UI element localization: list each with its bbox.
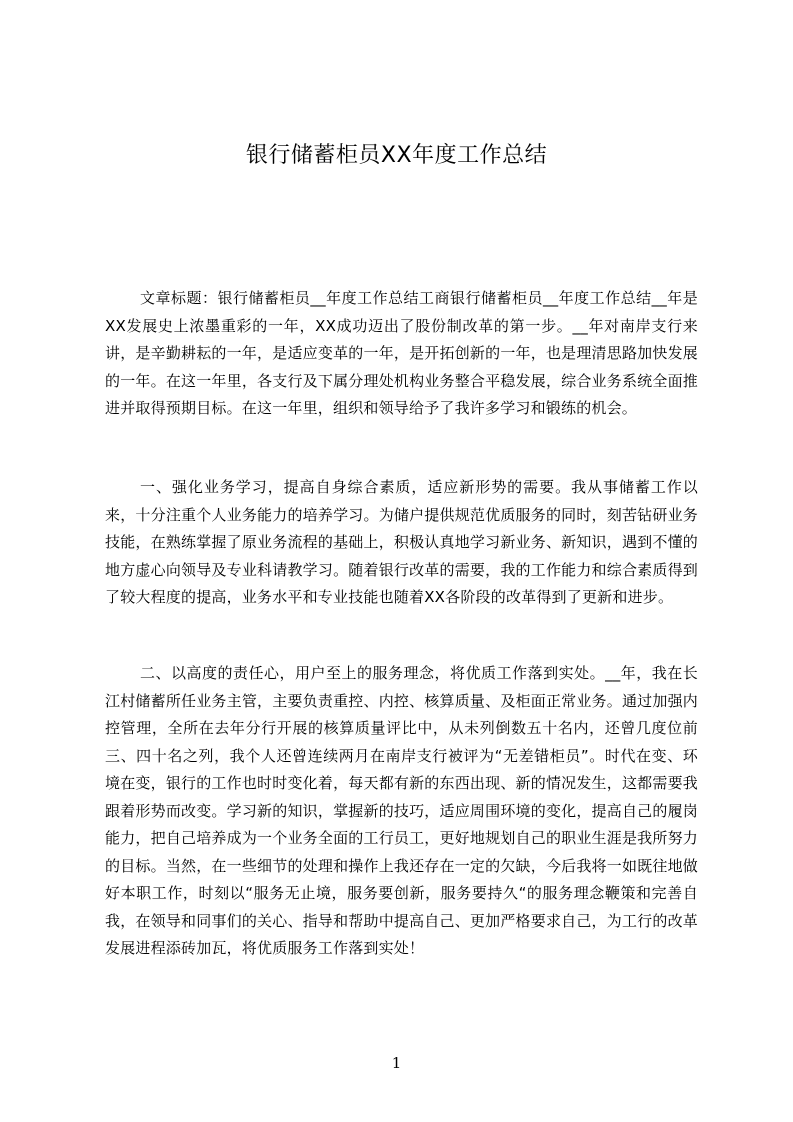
page-number: 1 — [391, 1054, 402, 1072]
document-title: 银行储蓄柜员XX年度工作总结 — [245, 143, 548, 168]
paragraph-intro: 文章标题：银行储蓄柜员__年度工作总结工商银行储蓄柜员__年度工作总结__年是XX发展史上浓墨重彩的一年，XX成功迈出了股份制改革的第一步。__年对南岸支行来讲，是辛勤耕耘的一年，是适应变革的一年，是开拓创新的一年，也是理清思路加快发展的一年。在这一年里，各支行及下属分理处机构业务整合平稳发展，综合业务系统全面推进并取得预期目标。在这一年里，组织和领导给予了我许多学习和锻练的机会。 — [105, 289, 698, 417]
paragraph-section-two: 二、以高度的责任心，用户至上的服务理念，将优质工作落到实处。__年，我在长江村储蓄所任业务主管，主要负责重控、内控、核算质量、及柜面正常业务。通过加强内控管理，全所在去年分行开展的核算质量评比中，从未列倒数五十名内，还曾几度位前三、四十名之列，我个人还曾连续两月在南岸支行被评为“无差错柜员”。时代在变、环境在变，银行的工作也时时变化着，每天都有新的东西出现、新的情况发生，这都需要我跟着形势而改变。学习新的知识，掌握新的技巧，适应周围环境的变化，提高自己的履岗能力，把自己培养成为一个业务全面的工行员工，更好地规划自己的职业生涯是我所努力的目标。当然，在一些细节的处理和操作上我还存在一定的欠缺，今后我将一如既往地做好本职工作，时刻以“服务无止境，服务要创新，服务要持久“的服务理念鞭策和完善自我，在领导和同事们的关心、指导和帮助中提高自己、更加严格要求自己，为工行的改革发展进程添砖加瓦，将优质服务工作落到实处！ — [105, 664, 698, 957]
paragraph-section-one: 一、强化业务学习，提高自身综合素质，适应新形势的需要。我从事储蓄工作以来，十分注重个人业务能力的培养学习。为储户提供规范优质服务的同时，刻苦钻研业务技能，在熟练掌握了原业务流程的基础上，积极认真地学习新业务、新知识，遇到不懂的地方虚心向领导及专业科请教学习。随着银行改革的需要，我的工作能力和综合素质得到了较大程度的提高，业务水平和专业技能也随着XX各阶段的改革得到了更新和进步。 — [105, 478, 698, 606]
